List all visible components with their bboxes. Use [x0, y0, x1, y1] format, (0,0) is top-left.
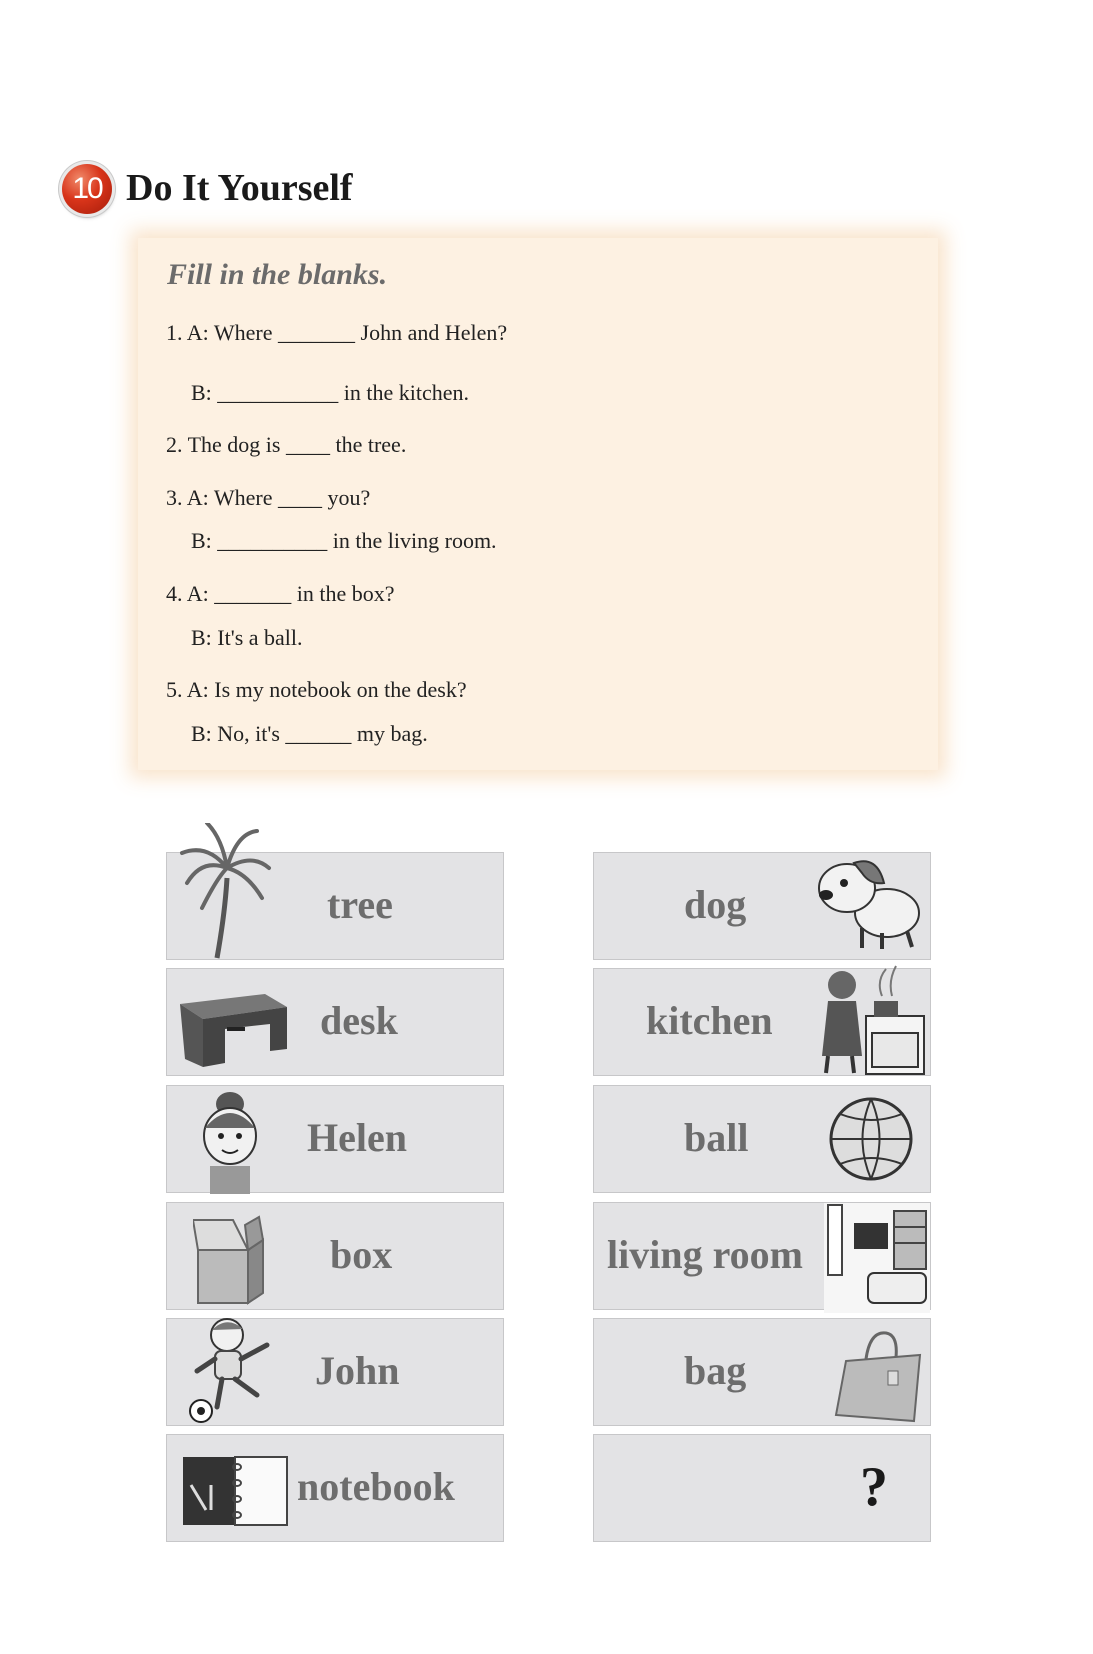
word-label: notebook	[297, 1464, 455, 1509]
word-card-dog	[593, 852, 931, 960]
exercise-line-5b: B: No, it's ______ my bag.	[191, 721, 428, 746]
word-label: desk	[320, 998, 398, 1043]
boy-with-ball-icon	[187, 1315, 292, 1427]
living-room-icon	[824, 1203, 930, 1313]
cook-at-stove-icon	[816, 961, 928, 1077]
word-card-box	[166, 1202, 504, 1310]
exercise-line-4b: B: It's a ball.	[191, 625, 303, 650]
exercise-line-4a: 4. A: _______ in the box?	[166, 581, 395, 606]
word-label: living room	[607, 1232, 803, 1277]
word-label: Helen	[307, 1115, 407, 1160]
word-card-ball	[593, 1085, 931, 1193]
exercise-line-2: 2. The dog is ____ the tree.	[166, 432, 407, 457]
exercise-line-1b: B: ___________ in the kitchen.	[191, 380, 470, 405]
exercise-line-3a: 3. A: Where ____ you?	[166, 485, 371, 510]
section-title: Do It Yourself	[126, 167, 353, 209]
word-card-question	[593, 1434, 931, 1542]
word-label: tree	[327, 882, 393, 927]
word-label: kitchen	[646, 998, 773, 1043]
palm-tree-icon	[177, 823, 272, 963]
section-number-badge: 10	[62, 164, 112, 214]
word-card-helen	[166, 1085, 504, 1193]
exercise-line-1a: 1. A: Where _______ John and Helen?	[166, 320, 508, 345]
shopping-bag-icon	[832, 1331, 924, 1425]
word-card-notebook	[166, 1434, 504, 1542]
word-label: John	[315, 1348, 400, 1393]
word-card-john	[166, 1318, 504, 1426]
word-card-bag	[593, 1318, 931, 1426]
box-icon	[193, 1215, 268, 1305]
question-mark-icon: ?	[860, 1456, 888, 1518]
dog-icon	[812, 843, 924, 953]
word-card-desk	[166, 968, 504, 1076]
basketball-icon	[828, 1096, 914, 1182]
word-card-kitchen	[593, 968, 931, 1076]
notebook-icon	[181, 1455, 291, 1527]
word-card-living-room	[593, 1202, 931, 1310]
word-label: box	[330, 1232, 393, 1277]
word-label: ball	[684, 1115, 749, 1160]
word-label: bag	[684, 1348, 747, 1393]
exercise-instruction: Fill in the blanks.	[167, 258, 388, 291]
desk-icon	[175, 989, 290, 1069]
exercise-line-5a: 5. A: Is my notebook on the desk?	[166, 677, 467, 702]
girl-icon	[195, 1088, 265, 1194]
word-card-tree	[166, 852, 504, 960]
word-label: dog	[684, 882, 747, 927]
exercise-line-3b: B: __________ in the living room.	[191, 528, 497, 553]
